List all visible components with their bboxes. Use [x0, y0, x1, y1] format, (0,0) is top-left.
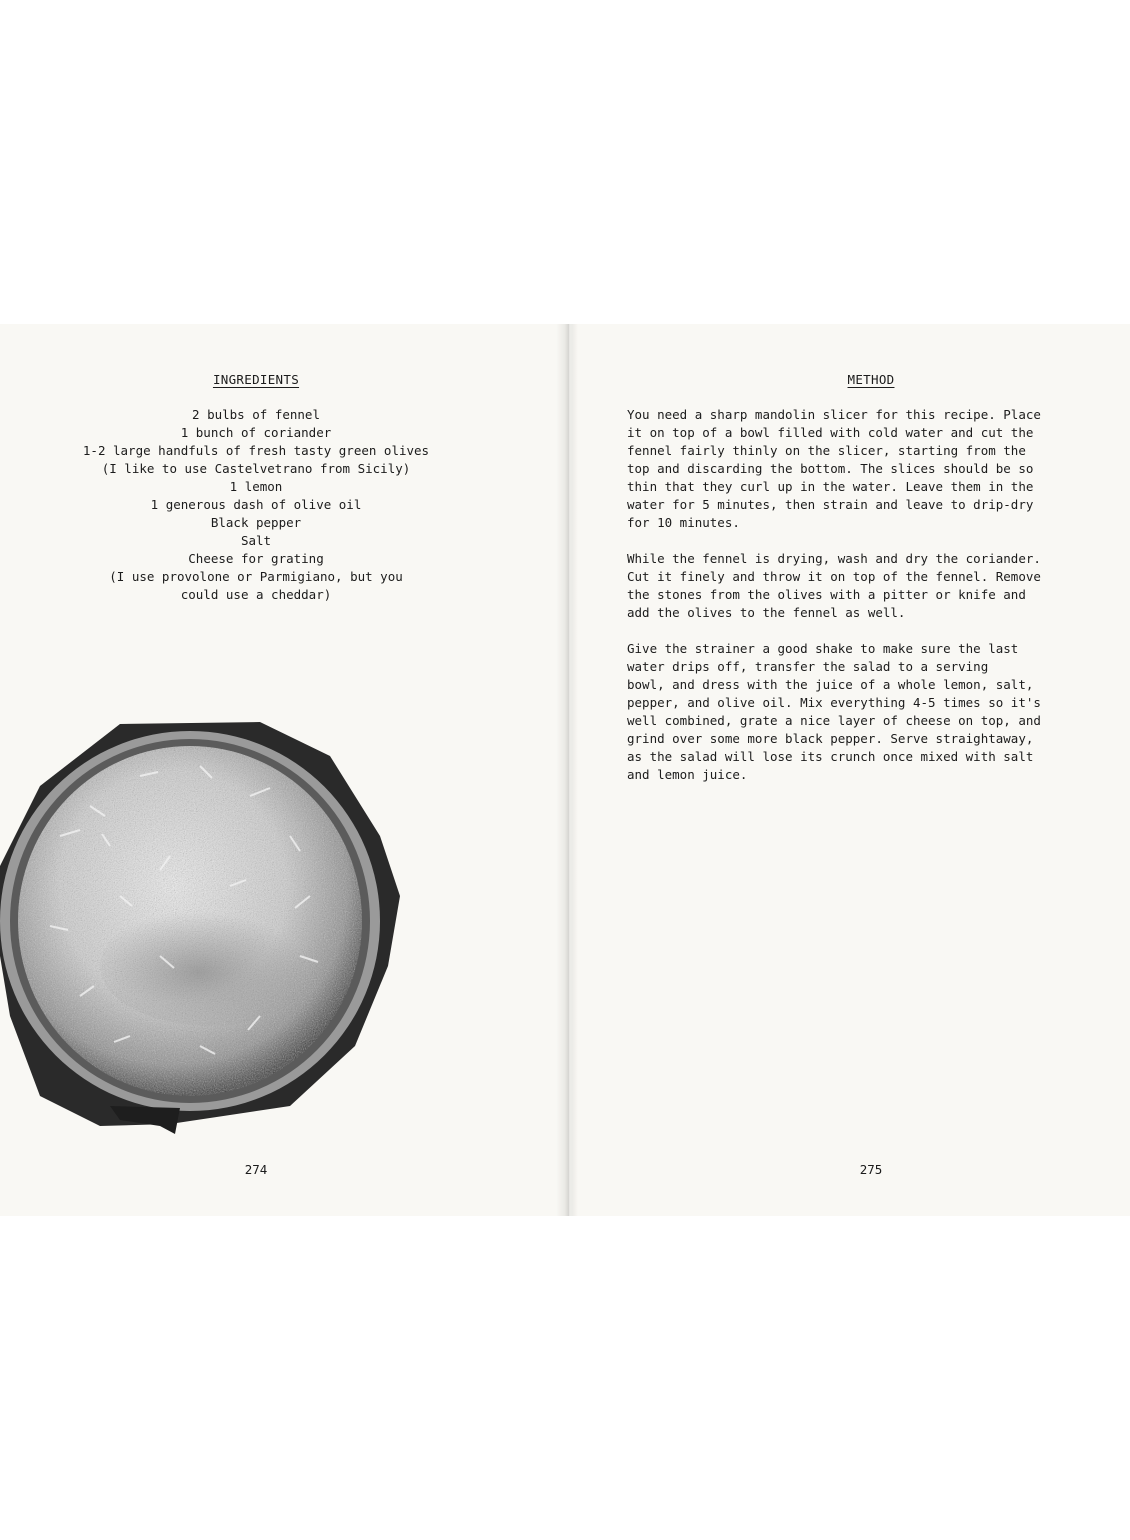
- ingredient-item: Black pepper: [210, 515, 302, 530]
- page-number-left: 274: [244, 1162, 268, 1177]
- ingredient-item: 1 generous dash of olive oil: [150, 497, 362, 512]
- ingredients-heading: INGREDIENTS: [212, 372, 300, 387]
- method-paragraph: While the fennel is drying, wash and dry the coriander. Cut it finely and throw it on top of the fennel. Remove the stones from the olives with a pitter or knife and add the olives to the fennel as well.: [627, 551, 1041, 620]
- ingredient-item: 1 bunch of coriander: [180, 425, 332, 440]
- book-spread: [0, 324, 1130, 1216]
- right-page: [565, 324, 1130, 1216]
- ingredient-item: (I use provolone or Parmigiano, but you: [109, 569, 403, 584]
- ingredient-item: 1 lemon: [229, 479, 283, 494]
- salad-bowl-photo: [0, 716, 410, 1136]
- ingredient-item: Cheese for grating: [188, 551, 324, 566]
- ingredient-item: Salt: [240, 533, 272, 548]
- method-paragraph: You need a sharp mandolin slicer for this recipe. Place it on top of a bowl filled with cold water and cut the fennel fairly thinly on the slicer, starting from the top and discarding the bottom. The slices should be so thin that they curl up in the water. Leave them in the water for 5 minutes, then strain and leave to drip-dry for 10 minutes.: [627, 407, 1041, 530]
- page-number-right: 275: [859, 1162, 883, 1177]
- method-text: [627, 406, 1112, 802]
- ingredient-item: 1-2 large handfuls of fresh tasty green olives: [82, 443, 430, 458]
- bowl-stand: [110, 1106, 180, 1134]
- ingredient-item: (I like to use Castelvetrano from Sicily): [101, 461, 411, 476]
- ingredient-item: could use a cheddar): [180, 587, 332, 602]
- left-page: [0, 324, 565, 1216]
- ingredient-item: 2 bulbs of fennel: [192, 407, 320, 422]
- method-paragraph: Give the strainer a good shake to make sure the last water drips off, transfer the salad to a serving bowl, and dress with the juice of a whole lemon, salt, pepper, and olive oil. Mix everything 4-5 times so it's well combined, grate a nice layer of cheese on top, and grind over some more black pepper. Serve straightaway, as the salad will lose its crunch once mixed with salt and lemon juice.: [627, 641, 1041, 782]
- method-heading: METHOD: [847, 372, 895, 387]
- ingredients-list: [30, 406, 482, 604]
